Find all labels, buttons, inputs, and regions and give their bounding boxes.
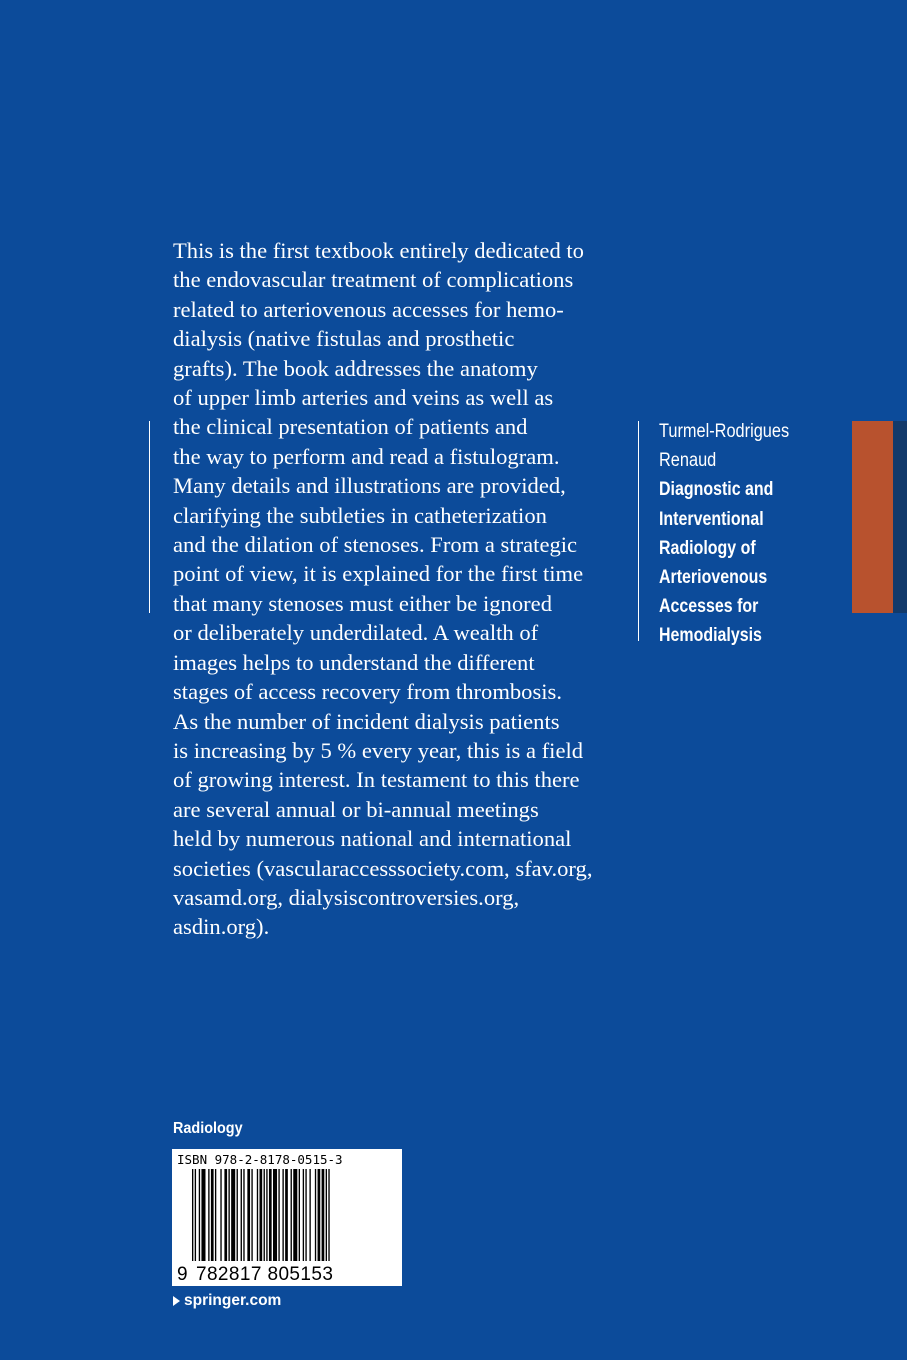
blurb-line: vasamd.org, dialysiscontroversies.org,: [173, 884, 520, 910]
blurb-line: grafts). The book addresses the anatomy: [173, 355, 538, 381]
ean-digits: 782817 805153: [196, 1264, 334, 1285]
blurb-line: images helps to understand the different: [173, 649, 535, 675]
orange-accent-bar: [852, 421, 893, 613]
isbn-label: ISBN 978-2-8178-0515-3: [177, 1152, 343, 1167]
blurb-line: point of view, it is explained for the first time: [173, 561, 584, 587]
author-name: Turmel-Rodrigues: [659, 421, 790, 442]
blurb-line: held by numerous national and international: [173, 826, 572, 852]
book-title-line: Hemodialysis: [659, 625, 762, 647]
blurb-line: of upper limb arteries and veins as well as: [173, 385, 554, 411]
blurb-line: related to arteriovenous accesses for hemo-: [173, 296, 564, 322]
blurb-line: As the number of incident dialysis patients: [173, 708, 560, 734]
book-title-line: Diagnostic and: [659, 479, 774, 501]
blurb-line: the endovascular treatment of complications: [173, 267, 574, 293]
blurb-line: the clinical presentation of patients and: [173, 414, 528, 440]
blurb-line: Many details and illustrations are provided,: [173, 473, 566, 499]
spine-info: [659, 417, 849, 651]
publisher-link[interactable]: [173, 1292, 281, 1310]
book-title-line: Accesses for: [659, 596, 759, 618]
left-divider-line: [149, 421, 150, 613]
right-divider-line: [638, 421, 639, 641]
barcode-icon: [192, 1169, 384, 1265]
triangle-arrow-icon: [173, 1296, 180, 1306]
dark-accent-bar: [893, 421, 907, 613]
blurb-line: clarifying the subtleties in catheterization: [173, 502, 547, 528]
book-title-line: Radiology of: [659, 537, 756, 559]
blurb-line: societies (vascularaccesssociety.com, sfav.org,: [173, 855, 593, 881]
blurb-line: and the dilation of stenoses. From a strategic: [173, 532, 578, 558]
blurb-line: stages of access recovery from thrombosis.: [173, 679, 562, 705]
book-title-line: Arteriovenous: [659, 567, 768, 589]
back-cover-blurb: [173, 236, 633, 942]
ean-first-digit: 9: [177, 1264, 188, 1285]
author-name: Renaud: [659, 450, 717, 472]
blurb-line: are several annual or bi-annual meetings: [173, 796, 539, 822]
subject-category: Radiology: [173, 1120, 243, 1137]
barcode-box: [172, 1149, 402, 1286]
blurb-line: of growing interest. In testament to this there: [173, 767, 580, 793]
blurb-line: dialysis (native fistulas and prosthetic: [173, 326, 515, 352]
blurb-line: asdin.org).: [173, 914, 270, 940]
blurb-line: This is the first textbook entirely dedicated to: [173, 238, 584, 263]
publisher-website: springer.com: [184, 1292, 282, 1309]
blurb-line: or deliberately underdilated. A wealth of: [173, 620, 539, 646]
blurb-line: the way to perform and read a fistulogram.: [173, 443, 560, 469]
blurb-line: that many stenoses must either be ignored: [173, 590, 552, 616]
book-title-line: Interventional: [659, 508, 764, 530]
blurb-line: is increasing by 5 % every year, this is a field: [173, 737, 584, 763]
